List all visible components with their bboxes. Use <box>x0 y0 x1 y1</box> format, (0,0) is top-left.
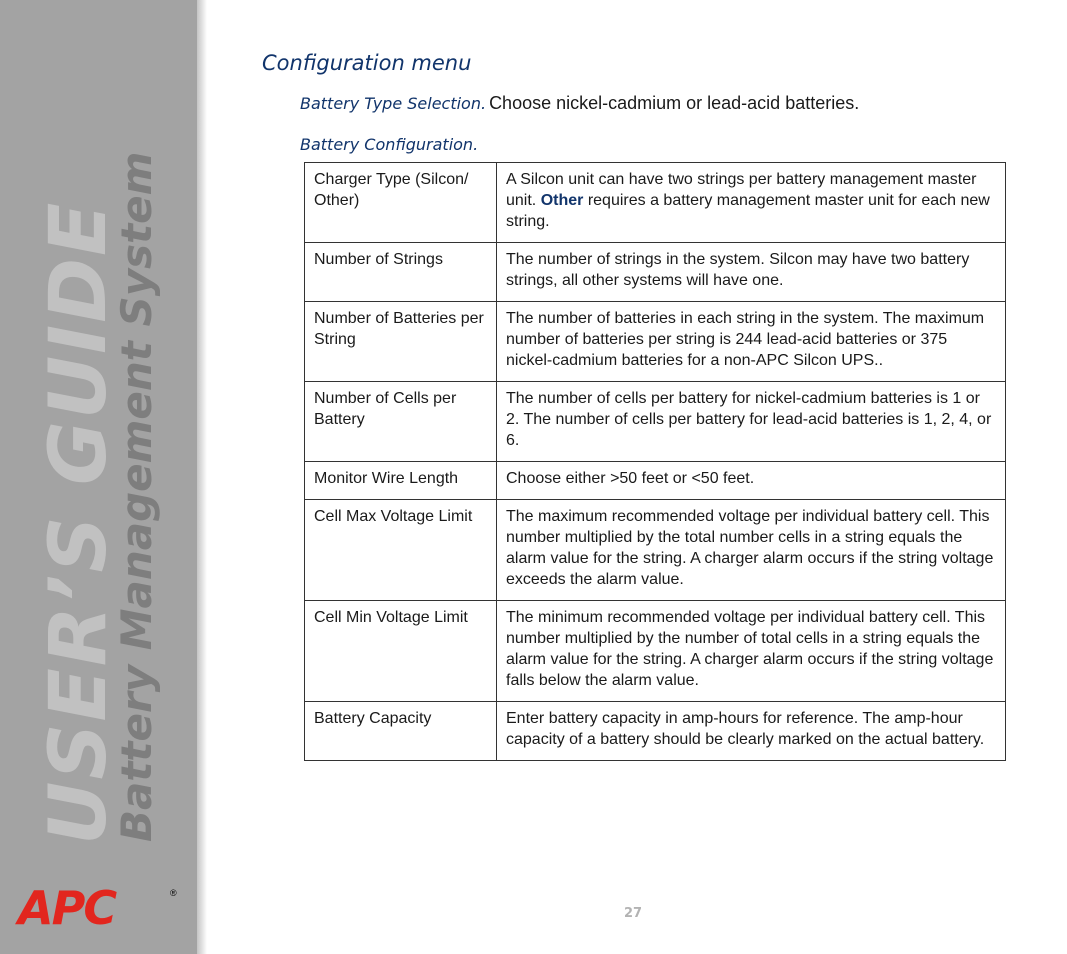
desc-text: requires a battery management master unit for each new string. <box>506 192 990 230</box>
config-table <box>304 162 1006 761</box>
battery-type-description: Choose nickel-cadmium or lead-acid batteries. <box>489 93 860 113</box>
desc-text: A Silcon unit can have two strings per battery management master unit. <box>506 171 977 209</box>
table-row <box>305 243 1006 302</box>
table-row <box>305 500 1006 601</box>
row-description: Enter battery capacity in amp-hours for reference. The amp-hour capacity of a battery should be clearly marked on the actual battery. <box>497 702 1006 761</box>
row-description: The minimum recommended voltage per individual battery cell. This number multiplied by the number of total cells in a string equals the alarm value for the string. A charger alarm occurs if the string voltage falls below the alarm value. <box>497 601 1006 702</box>
table-row <box>305 163 1006 243</box>
row-description <box>497 163 1006 243</box>
row-name: Number of Cells per Battery <box>305 382 497 462</box>
table-row <box>305 702 1006 761</box>
page-title: Configuration menu <box>262 51 472 75</box>
desc-highlight: Other <box>540 192 584 209</box>
row-name: Battery Capacity <box>305 702 497 761</box>
table-row <box>305 302 1006 382</box>
row-name: Charger Type (Silcon/ Other) <box>305 163 497 243</box>
battery-type-section <box>300 93 859 114</box>
row-name: Number of Strings <box>305 243 497 302</box>
product-name: Battery Management System <box>112 151 161 842</box>
row-description: Choose either >50 feet or <50 feet. <box>497 462 1006 500</box>
row-name: Monitor Wire Length <box>305 462 497 500</box>
guide-title: USER’S GUIDE <box>34 200 124 845</box>
row-description: The number of cells per battery for nickel-cadmium batteries is 1 or 2. The number of cells per battery for lead-acid batteries is 1, 2, 4, or 6. <box>497 382 1006 462</box>
row-name: Cell Max Voltage Limit <box>305 500 497 601</box>
row-description: The number of batteries in each string in the system. The maximum number of batteries per string is 244 lead-acid batteries or 375 nickel-cadmium batteries for a non-APC Silcon UPS.. <box>497 302 1006 382</box>
logo-text: APC <box>18 881 116 935</box>
sidebar-shadow <box>197 0 207 954</box>
apc-logo <box>18 881 177 935</box>
table-row <box>305 382 1006 462</box>
row-description: The number of strings in the system. Silcon may have two battery strings, all other systems will have one. <box>497 243 1006 302</box>
battery-type-label: Battery Type Selection. <box>300 94 487 113</box>
row-name: Number of Batteries per String <box>305 302 497 382</box>
page-number: 27 <box>624 906 643 921</box>
table-row <box>305 462 1006 500</box>
registered-mark: ® <box>170 888 177 898</box>
battery-config-label: Battery Configuration. <box>300 135 479 154</box>
row-description: The maximum recommended voltage per individual battery cell. This number multiplied by the total number cells in a string equals the alarm value for the string. A charger alarm occurs if the string voltage exceeds the alarm value. <box>497 500 1006 601</box>
row-name: Cell Min Voltage Limit <box>305 601 497 702</box>
table-row <box>305 601 1006 702</box>
